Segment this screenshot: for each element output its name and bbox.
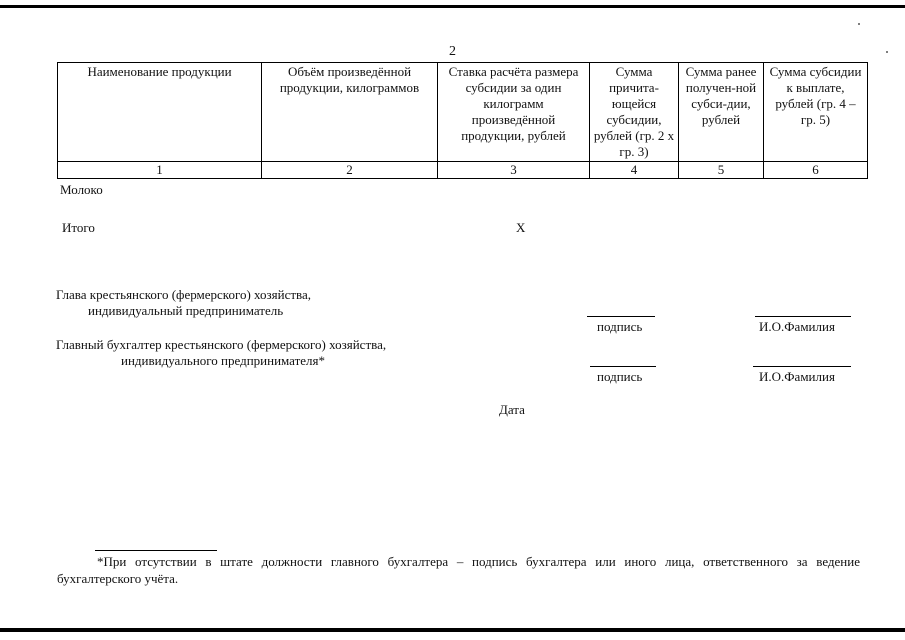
header-volume: Объём произведённой продукции, килограммов — [262, 63, 438, 162]
scan-speck — [858, 23, 860, 25]
header-rate: Ставка расчёта размера субсидии за один килограмм произведённой продукции, рублей — [438, 63, 590, 162]
row-label-total: Итого — [62, 220, 95, 235]
total-rate-cross-mark: Х — [516, 220, 526, 235]
header-amount-to-pay: Сумма субсидии к выплате, рублей (гр. 4 – гр. 5) — [764, 63, 868, 162]
row-label-milk: Молоко — [60, 182, 103, 197]
footnote-text: *При отсутствии в штате должности главного бухгалтера – подпись бухгалтера или иного лица, ответственного за ведение бухгалтерского учёта. — [57, 554, 860, 586]
accountant-name-label: И.О.Фамилия — [759, 369, 835, 384]
head-signature-label: подпись — [597, 319, 643, 334]
column-number: 2 — [262, 162, 438, 179]
accountant-title-line2: индивидуального предпринимателя* — [121, 353, 326, 368]
scan-speck — [886, 51, 888, 53]
accountant-signature-label: подпись — [597, 369, 643, 384]
page-number: 2 — [449, 44, 456, 59]
header-previously-received: Сумма ранее получен-ной субси-дии, рублей — [679, 63, 764, 162]
column-number: 6 — [764, 162, 868, 179]
column-number: 3 — [438, 162, 590, 179]
column-number: 4 — [590, 162, 679, 179]
accountant-title-line1: Главный бухгалтер крестьянского (фермерского) хозяйства, — [56, 337, 387, 352]
date-label: Дата — [499, 402, 525, 417]
column-number: 1 — [58, 162, 262, 179]
header-product-name: Наименование продукции — [58, 63, 262, 162]
top-scan-border — [0, 5, 905, 8]
head-signature-line — [587, 316, 655, 317]
header-due-amount: Сумма причита-ющейся субсидии, рублей (гр. 2 х гр. 3) — [590, 63, 679, 162]
head-name-label: И.О.Фамилия — [759, 319, 835, 334]
accountant-name-line — [753, 366, 851, 367]
head-name-line — [755, 316, 851, 317]
subsidy-table — [57, 62, 868, 179]
column-number: 5 — [679, 162, 764, 179]
footnote-separator — [95, 550, 217, 551]
accountant-signature-line — [590, 366, 656, 367]
head-title-line2: индивидуальный предприниматель — [88, 303, 284, 318]
bottom-scan-border — [0, 628, 905, 632]
head-title-line1: Глава крестьянского (фермерского) хозяйства, — [56, 287, 312, 302]
